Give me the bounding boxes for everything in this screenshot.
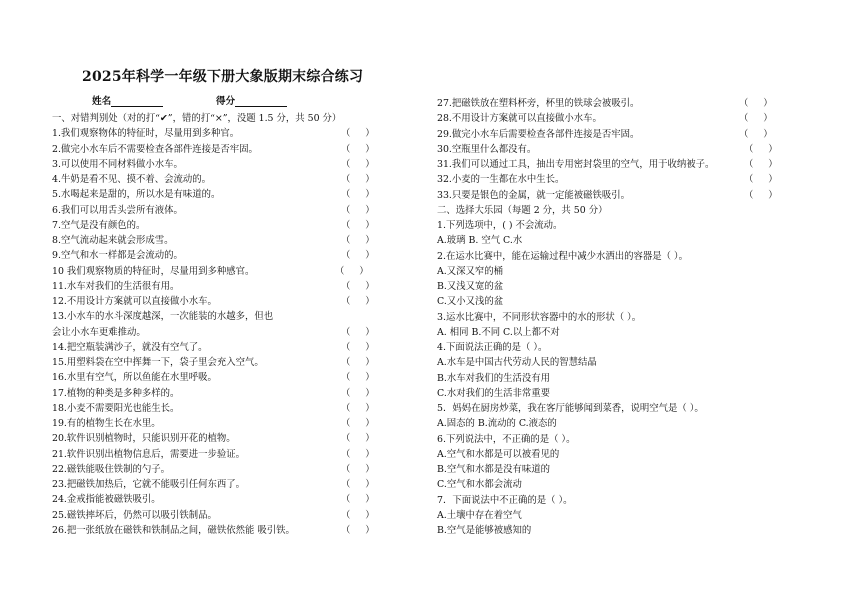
score-blank[interactable] [235, 96, 287, 107]
answer-blank[interactable]: （ ） [341, 448, 375, 460]
answer-blank[interactable]: （ ） [739, 113, 773, 125]
question-item: 15.用塑料袋在空中挥舞一下，袋子里会充入空气。 [52, 357, 264, 368]
question-item: 20.软件识别植物时，只能识别开花的植物。 [52, 433, 236, 445]
answer-blank[interactable]: （ ） [341, 204, 375, 216]
question-item: 7.空气是没有颜色的。 [52, 219, 146, 231]
question-item: 12.不用设计方案就可以直接做小水车。 [52, 296, 217, 307]
question-item: 13.小水车的水斗深度越深，一次能装的水越多，但也 [52, 311, 274, 323]
question-item: 10 我们观察物质的特征时，尽量用到多种感官。 [52, 265, 255, 277]
answer-blank[interactable]: （ ） [341, 280, 375, 292]
name-blank[interactable] [111, 96, 163, 107]
name-score-row [92, 93, 287, 107]
answer-blank[interactable]: （ ） [744, 143, 778, 155]
answer-blank[interactable]: （ ） [341, 509, 375, 521]
choice-line: C.水对我们的生活非常重要 [437, 387, 550, 399]
question-item: 5.水喝起来是甜的，所以水是有味道的。 [52, 189, 221, 201]
choice-line: A.水车是中国古代劳动人民的智慧结晶 [437, 357, 597, 369]
choice-line: A.又深又窄的桶 [437, 265, 504, 277]
choice-line: 7．下面说法中不正确的是（ ）。 [437, 494, 573, 506]
answer-blank[interactable]: （ ） [341, 189, 375, 201]
choice-line: 4.下面说法正确的是（ ）。 [437, 342, 548, 353]
section-heading-judgement: 一、对错判别处（对的打“✔”，错的打“×”，没题 1.5 分，共 50 分） [52, 113, 342, 124]
answer-blank[interactable]: （ ） [744, 174, 778, 186]
question-item: 33.只要是银色的金属，就一定能被磁铁吸引。 [437, 189, 631, 201]
answer-blank[interactable]: （ ） [341, 219, 375, 231]
question-item: 30.空瓶里什么都没有。 [437, 143, 537, 155]
answer-blank[interactable]: （ ） [744, 159, 778, 170]
answer-blank[interactable]: （ ） [341, 387, 375, 399]
question-item: 31.我们可以通过工具，抽出专用密封袋里的空气，用于收纳被子。 [437, 159, 715, 170]
name-label: 姓名 [92, 96, 112, 107]
choice-line: C.空气和水都会流动 [437, 479, 522, 491]
answer-blank[interactable]: （ ） [739, 98, 773, 109]
answer-blank[interactable]: （ ） [341, 341, 375, 353]
answer-blank[interactable]: （ ） [341, 326, 375, 338]
answer-blank[interactable]: （ ） [341, 433, 375, 445]
answer-blank[interactable]: （ ） [341, 296, 375, 307]
choice-line: B.又浅又宽的盆 [437, 281, 504, 292]
choice-line: 6.下列说法中，不正确的是（ ）。 [437, 433, 576, 445]
choice-line: A.固态的 B.流动的 C.液态的 [437, 418, 557, 430]
choice-line: 3.运水比赛中，不同形状容器中的水的形状（ ）。 [437, 311, 642, 323]
answer-blank[interactable]: （ ） [341, 418, 375, 429]
question-item: 11.水车对我们的生活很有用。 [52, 280, 180, 292]
question-item: 19.有的植物生长在水里。 [52, 418, 161, 429]
question-item: 29.做完小水车后需要检查各部件连接是否牢固。 [437, 128, 640, 140]
choice-line: A.玻璃 B. 空气 C.水 [437, 235, 523, 247]
question-item: 8.空气流动起来就会形成雪。 [52, 235, 174, 246]
answer-blank[interactable]: （ ） [341, 158, 375, 170]
question-item: 28.不用设计方案就可以直接做小水车。 [437, 113, 602, 125]
choice-line: B.空气和水都是没有味道的 [437, 464, 550, 475]
answer-blank[interactable]: （ ） [341, 128, 375, 140]
answer-blank[interactable]: （ ） [341, 463, 375, 475]
answer-blank[interactable]: （ ） [341, 143, 375, 155]
question-item: 4.牛奶是看不见、摸不着、会流动的。 [52, 174, 211, 185]
question-item: 18.小麦不需要阳光也能生长。 [52, 402, 180, 414]
choice-line: B.水车对我们的生活没有用 [437, 372, 550, 384]
question-item: 17.植物的种类是多种多样的。 [52, 387, 180, 399]
answer-blank[interactable]: （ ） [341, 235, 375, 246]
answer-blank[interactable]: （ ） [341, 357, 375, 368]
choice-line: A.空气和水都是可以被看见的 [437, 448, 560, 460]
answer-blank[interactable]: （ ） [744, 189, 778, 201]
question-item: 23.把磁铁加热后，它就不能吸引任何东西了。 [52, 479, 246, 490]
choice-line: C.又小又浅的盆 [437, 296, 504, 308]
score-label: 得分 [215, 96, 236, 107]
section-heading-choice: 二、选择大乐园（每题 2 分，共 50 分） [437, 204, 608, 216]
question-item: 16.水里有空气，所以鱼能在水里呼吸。 [52, 372, 217, 384]
question-item: 32.小麦的一生都在水中生长。 [437, 174, 565, 186]
answer-blank[interactable]: （ ） [341, 479, 375, 490]
choice-line: A.土壤中存在着空气 [437, 509, 522, 521]
choice-line: 5．妈妈在厨房炒菜，我在客厅能够闻到菜香，说明空气是（ ）。 [437, 403, 704, 414]
question-item: 22.磁铁能吸住铁制的勺子。 [52, 463, 171, 475]
choice-line: B.空气是能够被感知的 [437, 525, 532, 536]
answer-blank[interactable]: （ ） [341, 250, 375, 262]
choice-line: A. 相同 B.不同 C.以上都不对 [437, 326, 560, 338]
answer-blank[interactable]: （ ） [341, 524, 375, 536]
question-item: 14.把空瓶装满沙子，就没有空气了。 [52, 341, 208, 353]
question-item: 27.把磁铁放在塑料杯旁，杯里的铁球会被吸引。 [437, 98, 640, 109]
question-item: 会让小水车更难推动。 [52, 326, 146, 338]
answer-blank[interactable]: （ ） [341, 402, 375, 414]
choice-line: 2.在运水比赛中，能在运输过程中减少水洒出的容器是（ ）。 [437, 250, 688, 262]
choice-line: 1.下列选项中，( ) 不会流动。 [437, 220, 563, 231]
answer-blank[interactable]: （ ） [341, 174, 375, 185]
question-item: 25.磁铁摔坏后，仍然可以吸引铁制品。 [52, 509, 217, 521]
question-item: 2.做完小水车后不需要检查各部件连接是否牢固。 [52, 143, 258, 155]
page-title: 2025年科学一年级下册大象版期末综合练习 [82, 69, 364, 85]
question-item: 26.把一张纸放在磁铁和铁制品之间，磁铁依然能 吸引铁。 [52, 524, 295, 536]
question-item: 3.可以使用不同材料做小水车。 [52, 158, 183, 170]
answer-blank[interactable]: （ ） [341, 494, 375, 506]
question-item: 6.我们可以用舌头尝所有液体。 [52, 204, 183, 216]
answer-blank[interactable]: （ ） [739, 128, 773, 140]
question-item: 24.金戒指能被磁铁吸引。 [52, 494, 161, 506]
answer-blank[interactable]: （ ） [341, 372, 375, 384]
question-item: 9.空气和水一样都是会流动的。 [52, 250, 183, 262]
answer-blank[interactable]: （ ） [335, 265, 369, 277]
question-item: 1.我们观察物体的特征时，尽量用到多种官。 [52, 128, 240, 140]
question-item: 21.软件识别出植物信息后，需要进一步验证。 [52, 448, 246, 460]
